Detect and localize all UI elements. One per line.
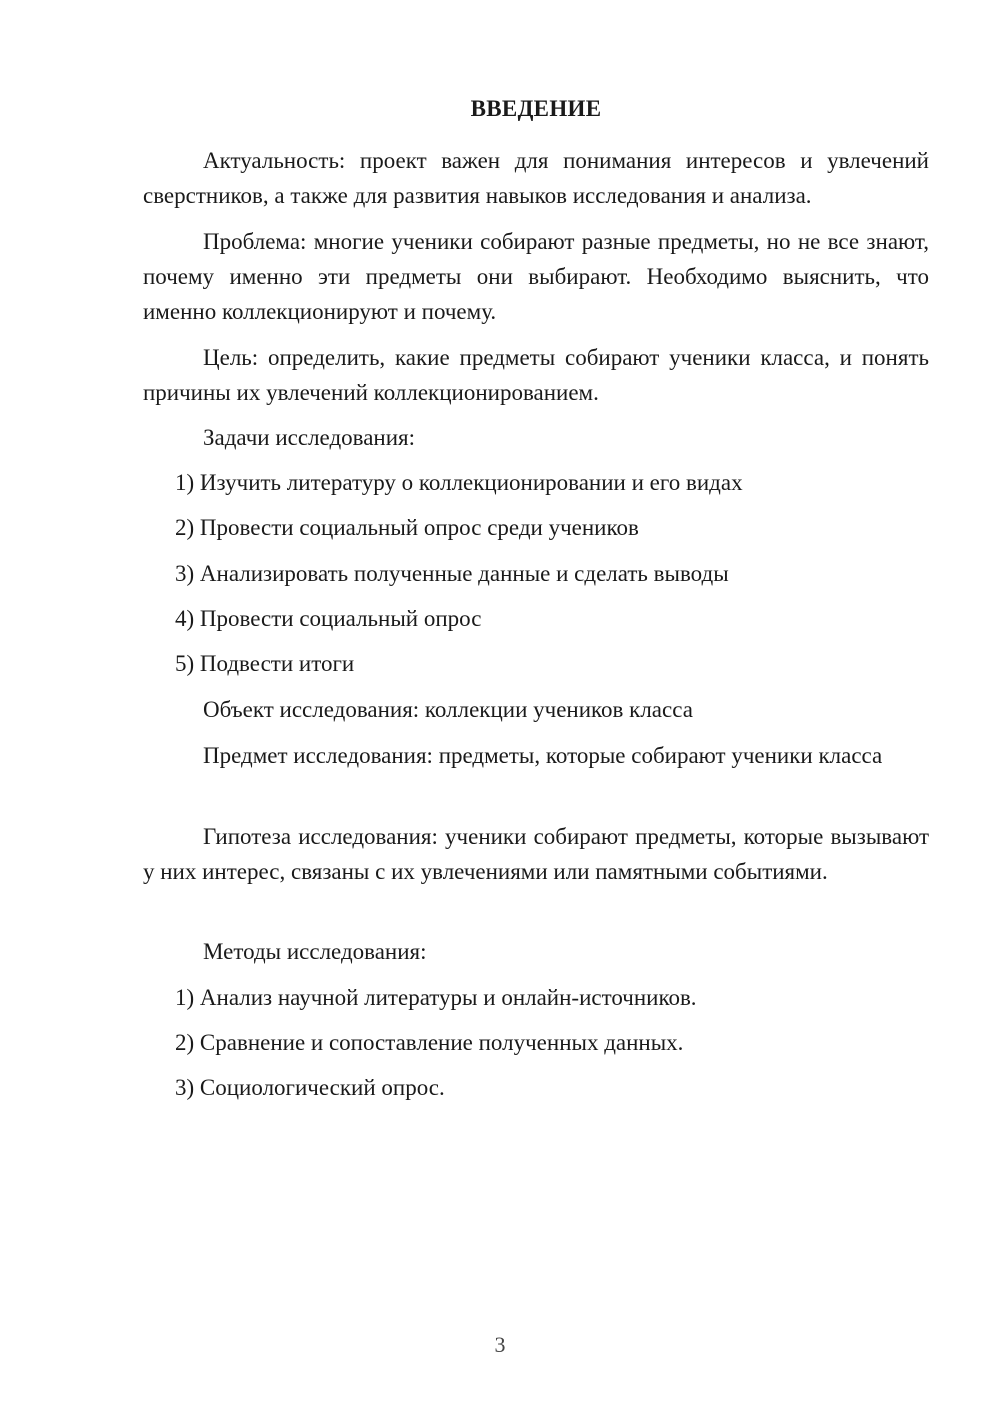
problem-paragraph: Проблема: многие ученики собирают разные предметы, но не все знают, почему именно эти предметы они выбирают. Необходимо выяснить, что именно коллекционируют и почему. [143,229,929,324]
method-item-1: 1) Анализ научной литературы и онлайн-источников. [175,985,697,1010]
page-number: 3 [494,1332,506,1357]
goal-paragraph: Цель: определить, какие предметы собирают ученики класса, и понять причины их увлечений коллекционированием. [143,345,929,405]
task-item-5: 5) Подвести итоги [175,651,355,676]
relevance-paragraph: Актуальность: проект важен для понимания интересов и увлечений сверстников, а также для развития навыков исследования и анализа. [143,148,929,208]
methods-heading: Методы исследования: [203,939,427,964]
task-item-1: 1) Изучить литературу о коллекционировании и его видах [175,470,743,495]
page-title: ВВЕДЕНИЕ [470,96,602,121]
task-item-4: 4) Провести социальный опрос [175,606,482,631]
object-line: Объект исследования: коллекции учеников класса [203,697,693,722]
method-item-3: 3) Социологический опрос. [175,1075,445,1100]
task-item-3: 3) Анализировать полученные данные и сделать выводы [175,561,729,586]
hypothesis-paragraph: Гипотеза исследования: ученики собирают предметы, которые вызывают у них интерес, связаны с их увлечениями или памятными событиями. [143,824,929,884]
subject-paragraph: Предмет исследования: предметы, которые собирают ученики класса [203,743,883,768]
tasks-heading: Задачи исследования: [203,425,416,450]
method-item-2: 2) Сравнение и сопоставление полученных данных. [175,1030,684,1055]
task-item-2: 2) Провести социальный опрос среди учеников [175,515,639,540]
